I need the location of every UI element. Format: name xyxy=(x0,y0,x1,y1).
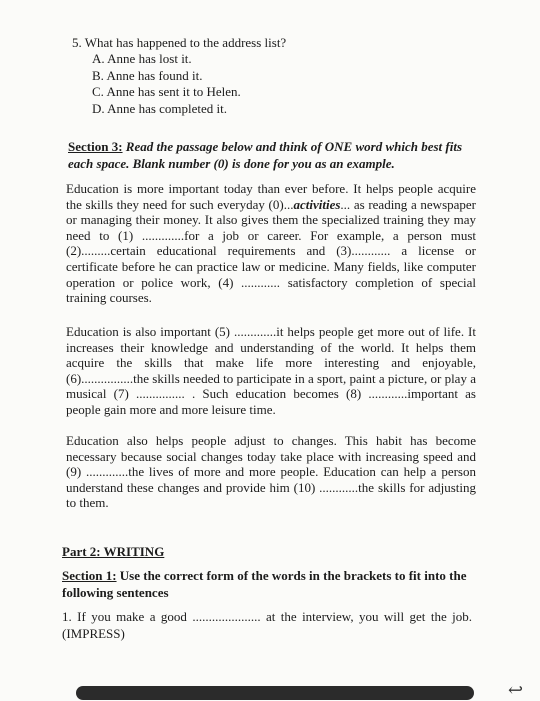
paragraph-1-start: Education is more important today than ever before. It helps people acquire the skills they need for such everyday (0)... xyxy=(66,181,476,212)
section-1-title: Section 1: xyxy=(62,568,117,583)
section-3-heading xyxy=(68,138,480,172)
writing-question-1: 1. If you make a good ..................... at the interview, you will get the job. (IMPRESS) xyxy=(62,609,472,641)
passage-paragraph-1 xyxy=(66,181,476,306)
section-3-title: Section 3: xyxy=(68,139,123,154)
passage-paragraph-2: Education is also important (5) .............it helps people get more out of life. It increases their knowledge and understanding of the world. It helps them acquire the skills that make life more interesting and enjoyable, (6)................the skills needed to participate in a sport, paint a picture, or play a musical (7) ............... . Such education becomes (8) ............important as people gain more and more leisure time. xyxy=(66,324,476,417)
question-5 xyxy=(72,35,286,117)
paragraph-1-rest: ... as reading a newspaper or managing their money. It also gives them the specialized training they may need to (1) .............for a job or career. For example, a person must (2).........certain educational requirements and (3)............ a license or certificate before he can practice law or medicine. Many fields, like computer operation or police work, (4) ............ satisfactory completion of special training courses. xyxy=(66,196,476,306)
section-3-instruction: Read the passage below and think of ONE word which best fits each space. Blank number (0) is done for you as an example. xyxy=(68,139,463,171)
bottom-dark-bar xyxy=(76,686,474,700)
section-1-heading xyxy=(62,568,472,601)
option-c: C. Anne has sent it to Helen. xyxy=(92,84,241,100)
part-2-title: Part 2: WRITING xyxy=(62,544,165,559)
passage-paragraph-3: Education also helps people adjust to changes. This habit has become necessary because social changes today take place with increasing speed and (9) .............the lives of more and more people. Education can help a person understand these changes and provide him (10) ............the skills for adjusting to them. xyxy=(66,433,476,511)
corner-arrow-icon: ↩ xyxy=(508,680,524,700)
option-d: D. Anne has completed it. xyxy=(92,100,228,116)
option-b: B. Anne has found it. xyxy=(92,67,203,83)
section-1-instruction: Use the correct form of the words in the brackets to fit into the following sentences xyxy=(62,568,467,600)
option-a: A. Anne has lost it. xyxy=(92,51,192,67)
example-answer: activities xyxy=(293,196,341,212)
question-5-stem: 5. What has happened to the address list? xyxy=(72,35,287,50)
